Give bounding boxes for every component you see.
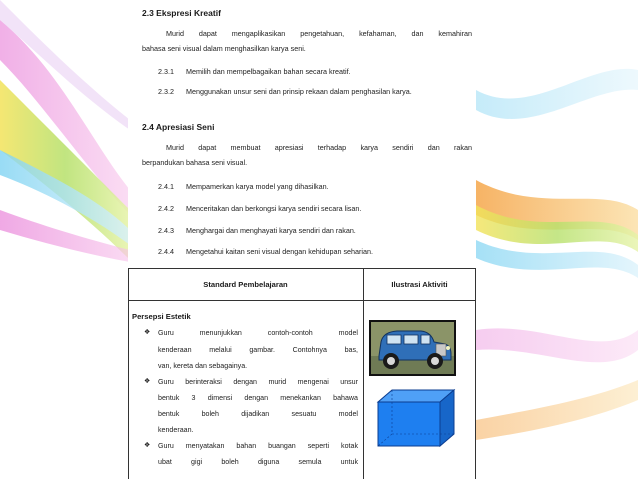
item-2-4-2-number: 2.4.2 bbox=[158, 204, 174, 213]
row-title-persepsi-estetik: Persepsi Estetik bbox=[132, 312, 191, 321]
item-2-4-1-text: Mempamerkan karya model yang dihasilkan. bbox=[186, 182, 329, 191]
vintage-car-image bbox=[369, 320, 456, 376]
item-2-4-2-text: Menceritakan dan berkongsi karya sendiri secara lisan. bbox=[186, 204, 362, 213]
item-2-4-3-text: Menghargai dan menghayati karya sendiri dan rakan. bbox=[186, 226, 356, 235]
section-2-4-heading: 2.4 Apresiasi Seni bbox=[142, 122, 215, 132]
item-2-4-3-number: 2.4.3 bbox=[158, 226, 174, 235]
section-2-3-para-line1: Murid dapat mengaplikasikan pengetahuan, kefahaman, dan kemahiran bbox=[166, 29, 472, 38]
bullet-3-line1: Guru menyatakan bahan buangan seperti kotak bbox=[158, 442, 358, 450]
bullet-1-line1: Guru menunjukkan contoh-contoh model bbox=[158, 329, 358, 337]
bullet-1-line3: van, kereta dan sebagainya. bbox=[158, 362, 248, 370]
bullet-icon: ❖ bbox=[144, 378, 151, 385]
blue-3d-box-icon bbox=[374, 386, 458, 448]
section-2-4-para-line2: berpandukan bahasa seni visual. bbox=[142, 158, 248, 167]
bullet-icon: ❖ bbox=[144, 442, 151, 449]
item-2-4-4-number: 2.4.4 bbox=[158, 247, 174, 256]
item-2-3-2-text: Menggunakan unsur seni dan prinsip rekaan dalam penghasilan karya. bbox=[186, 87, 412, 96]
bullet-3-line2: ubat gigi boleh diguna semula untuk bbox=[158, 458, 358, 466]
bullet-icon: ❖ bbox=[144, 329, 151, 336]
section-2-3-para-line2: bahasa seni visual dalam menghasilkan karya seni. bbox=[142, 44, 306, 53]
item-2-3-1-text: Memilih dan mempelbagaikan bahan secara kreatif. bbox=[186, 67, 351, 76]
car-icon bbox=[371, 322, 454, 374]
bullet-2-line1: Guru berinteraksi dengan murid mengenai unsur bbox=[158, 378, 358, 386]
bullet-2-line2: bentuk 3 dimensi dengan menekankan bahawa bbox=[158, 394, 358, 402]
item-2-3-1-number: 2.3.1 bbox=[158, 67, 174, 76]
item-2-3-2-number: 2.3.2 bbox=[158, 87, 174, 96]
bullet-2-line4: kenderaan. bbox=[158, 426, 194, 434]
item-2-4-4-text: Mengetahui kaitan seni visual dengan kehidupan seharian. bbox=[186, 247, 374, 256]
bullet-2-line3: bentuk boleh dijadikan sesuatu model bbox=[158, 410, 358, 418]
item-2-4-1-number: 2.4.1 bbox=[158, 182, 174, 191]
section-2-3-heading: 2.3 Ekspresi Kreatif bbox=[142, 8, 221, 18]
bullet-1-line2: kenderaan melalui gambar. Contohnya bas, bbox=[158, 346, 358, 354]
section-2-4-para-line1: Murid dapat membuat apresiasi terhadap karya sendiri dan rakan bbox=[166, 143, 472, 152]
col-header-standard: Standard Pembelajaran bbox=[203, 280, 288, 289]
col-header-illustration: Ilustrasi Aktiviti bbox=[391, 280, 448, 289]
